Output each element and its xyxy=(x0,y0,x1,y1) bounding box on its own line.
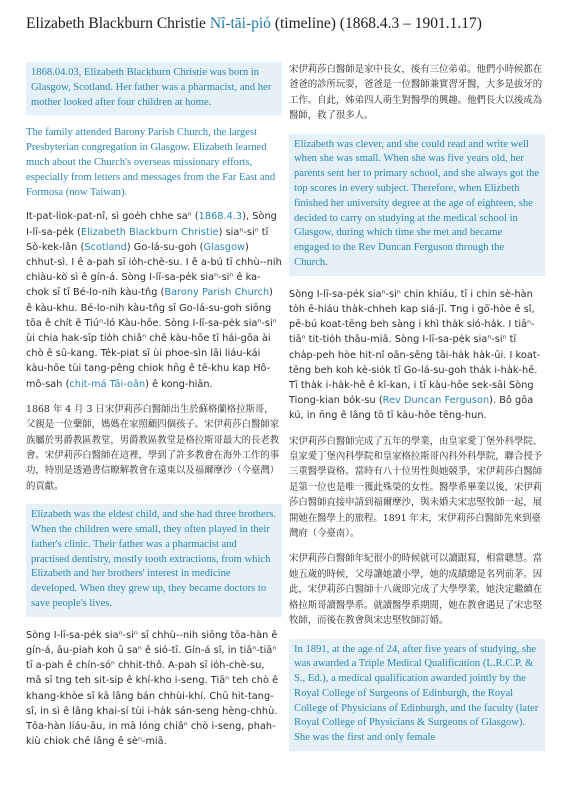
chinese-paragraph: 宋伊莉莎白醫師是家中長女，後有三位弟弟。他們小時候都在爸爸的診所玩耍，爸爸是一位醫師兼實習牙醫，大多是拔牙的工作。自此，姊弟四人萌生對醫學的興趣。他們長大以後成為醫師，救了很多人。 xyxy=(289,64,543,122)
chinese-paragraph: 宋伊莉莎白醫師完成了五年的學業，由皇家愛丁堡外科學院、皇家愛丁堡內科學院和皇家格拉斯哥內科外科學院，聯合授予三重醫學資格。當時有八十位男性與她競爭，宋伊莉莎白醫師是第一位也是唯一獲此殊榮的女性。醫學系畢業以後，宋伊莉莎白醫師直接申請到福爾摩沙，與未婚夫宋忠堅牧師一起，展開她在醫學上的旅程。1891 年末，宋伊莉莎白醫師先來到臺灣府（今臺南）。 xyxy=(289,435,543,540)
scotland-link[interactable]: Scotland xyxy=(84,241,127,253)
chinese-paragraph: 1868 年 4 月 3 日宋伊莉莎白醫師出生於蘇格蘭格拉斯哥，父親是一位藥師，媽媽在家照顧四個孩子。宋伊莉莎白醫師家族屬於男爵教區教堂，男爵教區教堂是格拉斯哥最大的長老教會。宋伊莉莎白醫師在這裡，學到了許多教會在海外工作的事功，特別是透過書信瞭解教會在遠東以及福爾摩沙（今臺灣）的貢獻。 xyxy=(26,403,280,492)
poj-paragraph: It-pat-liok-pat-nî, sì goe̍h chhe saⁿ (1868.4.3), Sòng I-lī-sa-pe̍k (Elizabeth Blackburn Christie) siaⁿ-siⁿ tī Sò-kek-lân (Scotland) Go-lá-su-goh (Glasgow) chhut-sì. I ê a-pah sī io̍h-chè-su. I ê a-bú tī chhù--nih chiàu-kò͘ sì ê gín-á. Sòng I-lī-sa-pe̍k siaⁿ-siⁿ ê ka-chok sī tī Bé-lo-nih kàu-tn̂g (Barony Parish Church) ê kàu-khu. Bé-lo-nih kàu-tn̂g sī Go-lá-su-goh siōng tōa ê chít ê Tiúⁿ-ló Kàu-hōe. Sòng I-lī-sa-pe̍k siaⁿ-siⁿ ùi chia hak-sīp tio̍h chiâⁿ chē kàu-hōe tī hái-gōa ài chò ê sū-kang. Te̍k-piat sī ùi phoe-sìn lâi liáu-kái kàu-hōe tùi tang-pêng chiok hn̄g ê tē-khu kap Hô-mô-sah (chit-má Tâi-oân) ê kong-hiān. xyxy=(26,211,282,390)
right-column xyxy=(289,62,545,762)
english-paragraph: Elizabeth was the eldest child, and she had three brothers. When the children were small, they often played in their father's clinic. Their father was a pharmacist and practised dentistry, mostly tooth extractions, from which Elizabeth and her brothers' interest in medicine developed. When they grew up, they became doctors to save people's lives. xyxy=(31,509,277,610)
left-column xyxy=(26,62,282,759)
date-link[interactable]: 1868.4.3 xyxy=(198,211,243,223)
ferguson-link[interactable]: Rev Duncan Ferguson xyxy=(382,395,490,407)
title-name: Elizabeth Blackburn Christie xyxy=(26,15,206,32)
poj-paragraph: Sòng I-lī-sa-pe̍k siaⁿ-siⁿ chin khiáu, tī i chin sè-hàn to̍h ē-hiáu tha̍k-chheh kap siá-jī. Tng i gō͘-hòe ê sî, pē-bú koat-tēng beh sàng i khì tha̍k sió-ha̍k. I tiāⁿ-tiāⁿ tit-tio̍h thâu-miâ. Sòng I-lī-sa-pe̍k siaⁿ-siⁿ tī cha̍p-peh hòe hit-nî oân-sêng tāi-ha̍k ha̍k-ūi. I koat-tēng beh koh kè-sio̍k tī Go-lá-su-goh tha̍k i-ha̍k-hē. Tī tha̍k i-ha̍k-hē ê kî-kan, i tī kàu-hōe sek-sāi Sòng Tiong-kian bo̍k-su (Rev Duncan Ferguson). Bô gōa kú, in n̄ng ê lâng tō tī kàu-hōe tēng-hun. xyxy=(289,288,541,422)
taiwan-link[interactable]: chit-má Tâi-oân xyxy=(69,378,146,390)
english-box xyxy=(289,134,545,276)
english-paragraph: In 1891, at the age of 24, after five years of studying, she was awarded a Triple Medical Qualification (L.R.C.P. & S., Ed.), a medical qualification awarded jointly by the Royal College of Surgeons of Edinburgh, the Royal College of Physicians of Edinburgh, and the faculty (later Royal College of Physicians & Surgeons of Glasgow). She was the first and only female xyxy=(294,643,539,744)
english-box xyxy=(26,504,282,617)
title-poj: Nî-tāi-pió xyxy=(209,15,271,32)
poj-paragraph: Sòng I-lī-sa-pe̍k siaⁿ-siⁿ sī chhù--nih siōng tōa-hàn ê gín-á, āu-piah koh ū saⁿ ê sió-tī. Gín-á sî, in tiāⁿ-tiāⁿ tī a-pah ê chín-sóⁿ chhit-thô. A-pah sī io̍h-chè-su, mā sī tng teh sit-sip ê khí-kho i-seng. Tiāⁿ teh chò ê khang-khòe sī kā lâng bán chhùi-khí. Chū hit-tang-sî, in sì ê lâng khai-sí tùi i-ha̍k sán-seng hèng-chhù. Tōa-hàn liáu-āu, in mā lóng chiâⁿ chò i-seng, phah-kiù chiok chē lâng ê sèⁿ-miā. xyxy=(26,629,279,748)
title-dates: (timeline) (1868.4.3 – 1901.1.17) xyxy=(274,15,482,32)
english-paragraph: 1868.04.03, Elizabeth Blackburn Christie was born in Glasgow, Scotland. Her father was a pharmacist, and her mother looked after four children at home. xyxy=(31,67,272,108)
english-box xyxy=(289,639,545,752)
english-box xyxy=(26,62,282,115)
glasgow-link[interactable]: Glasgow xyxy=(203,241,246,253)
name-link[interactable]: Elizabeth Blackburn Christie xyxy=(80,226,219,238)
chinese-paragraph: 宋伊莉莎白醫師年紀很小的時候就可以讀跟寫，相當聰慧。當她五歲的時候，父母讓她讀小學，她的成績總是名列前茅。因此，宋伊莉莎白醫師十八歲即完成了大學學業，她決定繼續在格拉斯哥讀醫學系。就讀醫學系期間，她在教會遇見了宋忠堅牧師，而後在教會與宋忠堅牧師訂婚。 xyxy=(289,553,543,627)
english-paragraph: The family attended Barony Parish Church, the largest Presbyterian congregation in Glasgow. Elizabeth learned much about the Church's overseas missionary efforts, especially from letters and messages from the Far East and Formosa (now Taiwan). xyxy=(26,127,276,198)
page-title xyxy=(26,14,546,34)
church-link[interactable]: Barony Parish Church xyxy=(164,287,270,299)
english-paragraph: Elizabeth was clever, and she could read and write well when she was small. When she was five years old, her parents sent her to primary school, and she always got the top scores in every subject. Therefore, when Elizbeth finished her university degree at the age of eighteen, she decided to carry on studying at the medical school in Glasgow, during which time she met and became engaged to the Rev Duncan Ferguson through the Church. xyxy=(294,138,540,268)
